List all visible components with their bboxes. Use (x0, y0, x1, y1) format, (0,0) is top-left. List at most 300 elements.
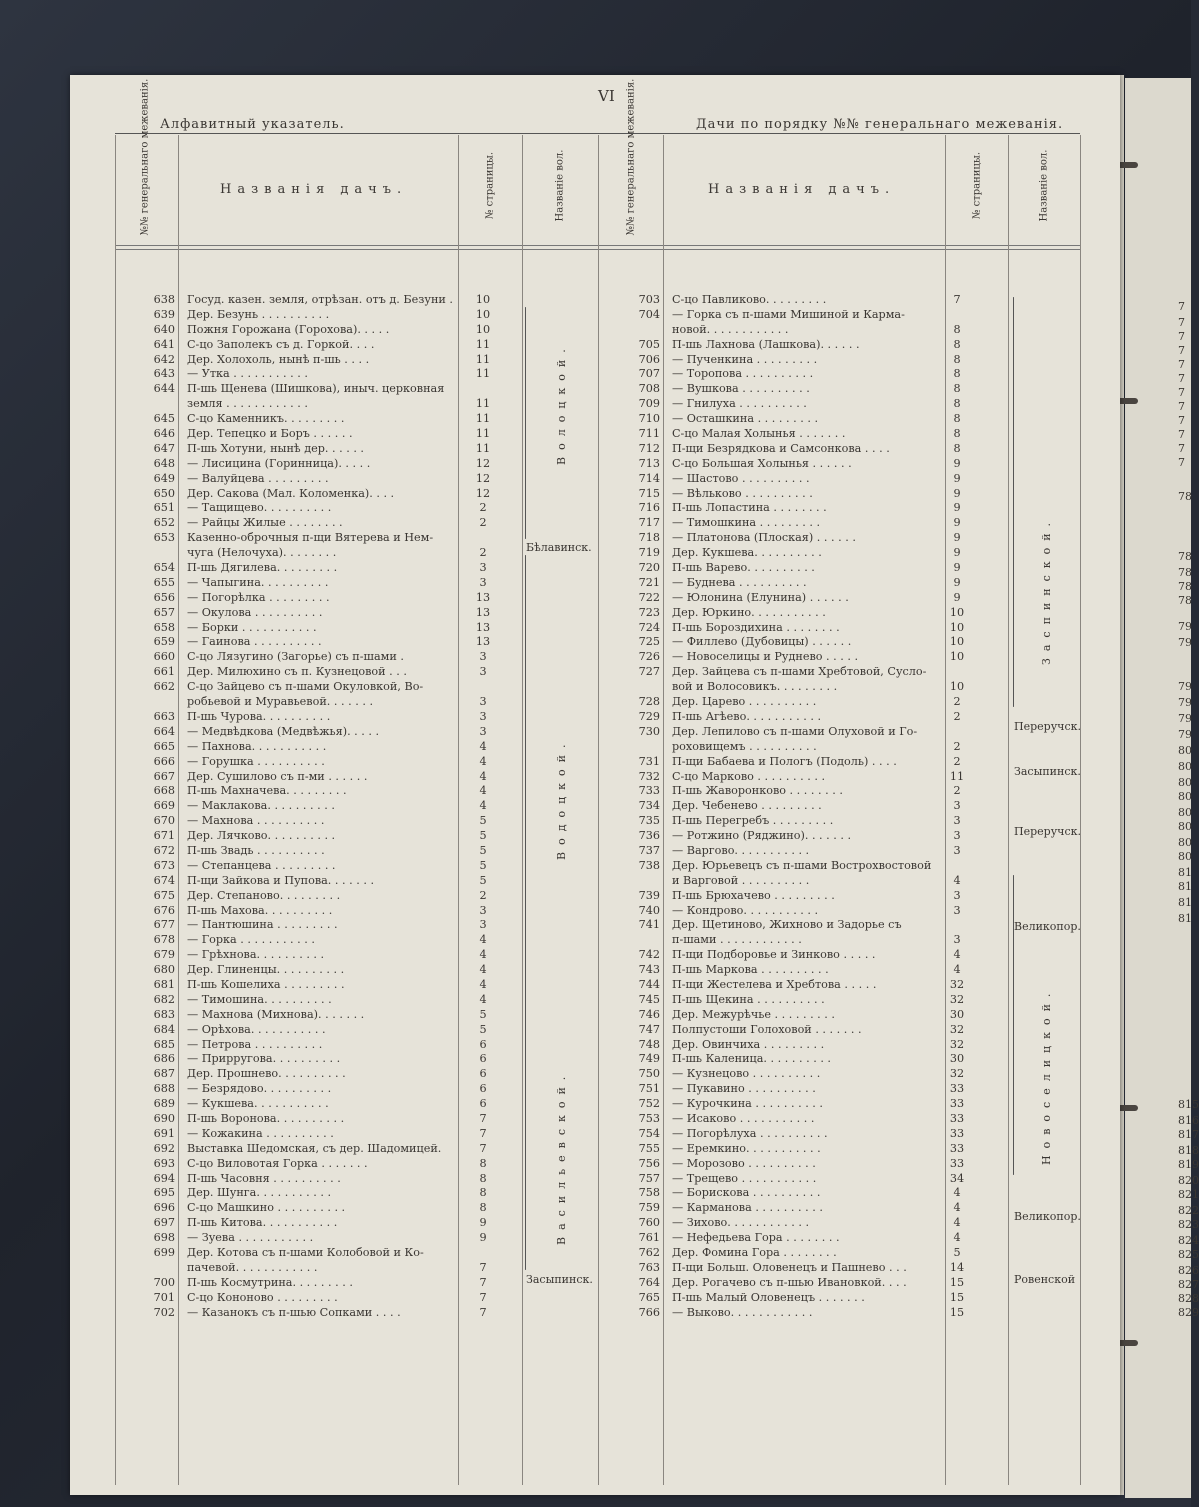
entry-row (610, 1246, 1080, 1261)
entry-row (115, 397, 595, 412)
entry-row (610, 740, 1080, 755)
entry-name: — Маклакова. . . . . . . . . . (187, 799, 335, 813)
entry-page: 7 (479, 1126, 487, 1140)
entry-page: 7 (479, 1290, 487, 1304)
volost-label: Засыпинск. (526, 1273, 593, 1286)
entry-name: — Еремкино. . . . . . . . . . . (672, 1141, 821, 1155)
entry-row (115, 874, 595, 889)
entry-number: 690 (153, 1111, 175, 1125)
entry-name: Дер. Милюхино съ п. Кузнецовой . . . (187, 665, 407, 679)
entry-row (610, 457, 1080, 472)
entry-name: П-щи Подборовье и Зинково . . . . . (672, 948, 876, 962)
entry-page: 8 (479, 1201, 487, 1215)
entry-number: 759 (638, 1201, 660, 1215)
entry-row (115, 993, 595, 1008)
entry-number: 699 (153, 1246, 175, 1259)
entry-row (610, 725, 1080, 740)
entry-row (610, 874, 1080, 889)
entry-number: 749 (638, 1052, 660, 1066)
entry-row (610, 889, 1080, 904)
entry-row (610, 382, 1080, 397)
entry-name: П-шь Космутрина. . . . . . . . . (187, 1275, 353, 1289)
entry-page: 33 (949, 1097, 965, 1111)
entry-number: 751 (638, 1082, 660, 1096)
next-page-number: 79 (1178, 712, 1192, 725)
entry-number: 673 (153, 858, 175, 872)
entry-number: 752 (638, 1097, 660, 1111)
entry-number: 648 (153, 456, 175, 470)
entry-name: С-цо Большая Холынья . . . . . . (672, 456, 852, 470)
next-page-number: 819 (1178, 1158, 1199, 1171)
entry-row (115, 1291, 595, 1306)
entry-name: — Пахнова. . . . . . . . . . . (187, 739, 327, 753)
entry-page: 4 (479, 784, 487, 798)
entry-row (115, 740, 595, 755)
entry-page: 33 (949, 1126, 965, 1140)
entry-page: 7 (479, 1305, 487, 1319)
volost-label: Ровенской (1014, 1273, 1076, 1286)
entry-row (610, 412, 1080, 427)
next-page-number: 815 (1178, 1098, 1199, 1111)
entry-number: 688 (153, 1082, 175, 1096)
entry-name: — Зуева . . . . . . . . . . . (187, 1231, 314, 1245)
entry-number: 745 (638, 992, 660, 1006)
entry-number: 707 (638, 367, 660, 381)
entry-number: 693 (153, 1156, 175, 1170)
entry-row (610, 650, 1080, 665)
next-page-number: 820 (1178, 1174, 1199, 1187)
entry-name: — Кузнецово . . . . . . . . . . (672, 1067, 821, 1081)
entry-page: 5 (479, 814, 487, 828)
next-page-number: 79 (1178, 620, 1192, 633)
entry-number: 640 (153, 322, 175, 336)
entry-row (115, 680, 595, 695)
entry-name: П-шь Хотуни, нынѣ дер. . . . . . (187, 441, 364, 455)
col-header-names-left: Названія дачъ. (220, 182, 408, 197)
entry-name: — Тимошкина . . . . . . . . . (672, 516, 821, 530)
entry-page: 2 (953, 739, 961, 753)
entry-page: 34 (949, 1171, 965, 1185)
entry-row (610, 695, 1080, 710)
entry-number: 746 (638, 1007, 660, 1021)
entry-name: П-шь Лопастина . . . . . . . . (672, 501, 827, 515)
entry-row (610, 353, 1080, 368)
entry-row (610, 308, 1080, 323)
entry-name: робьевой и Муравьевой. . . . . . . (187, 695, 374, 709)
entry-name: — Новоселицы и Руднево . . . . . (672, 650, 859, 664)
entry-number: 692 (153, 1141, 175, 1155)
next-page-number: 7 (1178, 344, 1185, 357)
entry-number: 665 (153, 739, 175, 753)
entry-number: 761 (638, 1231, 660, 1245)
entry-number: 734 (638, 799, 660, 813)
entry-row (610, 1201, 1080, 1216)
entry-page: 3 (479, 650, 487, 664)
next-page-number: 80 (1178, 820, 1192, 833)
entry-page: 4 (479, 754, 487, 768)
entry-row (610, 338, 1080, 353)
entry-row (610, 799, 1080, 814)
entry-row (115, 725, 595, 740)
entry-row (610, 1157, 1080, 1172)
next-page-number: 80 (1178, 850, 1192, 863)
entry-row (115, 799, 595, 814)
entry-number: 722 (638, 590, 660, 604)
entry-page: 11 (949, 769, 965, 783)
entry-name: — Зихово. . . . . . . . . . . . (672, 1216, 810, 1230)
next-page-number: 79 (1178, 696, 1192, 709)
entry-name: — Пукавино . . . . . . . . . . (672, 1082, 816, 1096)
entry-page: 5 (479, 873, 487, 887)
entry-page: 4 (953, 1186, 961, 1200)
entry-row (115, 814, 595, 829)
entry-number: 679 (153, 948, 175, 962)
entry-number: 685 (153, 1037, 175, 1051)
entry-row (115, 367, 595, 382)
entry-row (610, 442, 1080, 457)
entry-name: П-шь Жаворонково . . . . . . . . (672, 784, 843, 798)
entry-name: — Нефедьева Гора . . . . . . . . (672, 1231, 840, 1245)
entry-row (115, 844, 595, 859)
entry-row (610, 1261, 1080, 1276)
next-page-number: 78 (1178, 566, 1192, 579)
brace-line (525, 307, 526, 539)
next-page-number: 823 (1178, 1218, 1199, 1231)
entry-name: — Чапыгина. . . . . . . . . . (187, 575, 329, 589)
entry-number: 765 (638, 1290, 660, 1304)
entry-number: 743 (638, 963, 660, 977)
entry-number: 709 (638, 397, 660, 411)
entry-page: 32 (949, 1067, 965, 1081)
next-page-number: 7 (1178, 414, 1185, 427)
entry-name: С-цо Кононово . . . . . . . . . (187, 1290, 338, 1304)
entry-page: 4 (953, 948, 961, 962)
entry-page: 10 (949, 605, 965, 619)
page-number: VI (598, 87, 615, 105)
entry-name: вой и Волосовикъ. . . . . . . . . (672, 680, 838, 694)
entry-page: 4 (479, 963, 487, 977)
entry-number: 715 (638, 486, 660, 500)
entry-row (610, 844, 1080, 859)
entry-page: 14 (949, 1260, 965, 1274)
entry-row (610, 755, 1080, 770)
entry-number: 760 (638, 1216, 660, 1230)
entry-row (115, 293, 595, 308)
entry-name: П-шь Воронова. . . . . . . . . . (187, 1111, 345, 1125)
entry-row (115, 650, 595, 665)
entry-name: — Курочкина . . . . . . . . . . (672, 1097, 823, 1111)
entry-name: Дер. Степаново. . . . . . . . . (187, 888, 341, 902)
entry-row (115, 1023, 595, 1038)
entry-page: 33 (949, 1141, 965, 1155)
entry-name: С-цо Малая Холынья . . . . . . . (672, 427, 846, 441)
volost-label: Великопор. (1014, 1210, 1081, 1223)
entry-row (610, 487, 1080, 502)
entry-row (115, 1112, 595, 1127)
entry-page: 3 (953, 903, 961, 917)
entry-row (610, 1186, 1080, 1201)
entry-page: 4 (479, 933, 487, 947)
entry-name: — Шастово . . . . . . . . . . (672, 471, 810, 485)
entry-name: Дер. Царево . . . . . . . . . . (672, 695, 817, 709)
entry-row (115, 561, 595, 576)
entry-name: — Утка . . . . . . . . . . . (187, 367, 308, 381)
entry-row (610, 546, 1080, 561)
document-page (70, 75, 1120, 1495)
entry-name: Госуд. казен. земля, отрѣзан. отъ д. Безуни . (187, 293, 453, 306)
entry-number: 716 (638, 501, 660, 515)
entry-page: 5 (479, 1022, 487, 1036)
entry-row (610, 1172, 1080, 1187)
entry-row (115, 1097, 595, 1112)
entry-number: 670 (153, 814, 175, 828)
entry-number: 747 (638, 1022, 660, 1036)
entry-row (610, 948, 1080, 963)
entry-row (115, 1172, 595, 1187)
entry-name: — Казанокъ съ п-шью Сопками . . . . (187, 1305, 401, 1319)
entry-row (115, 621, 595, 636)
entry-page: 4 (479, 739, 487, 753)
entry-name: П-шь Перегребъ . . . . . . . . . (672, 814, 834, 828)
entry-page: 7 (953, 293, 961, 306)
entry-name: Дер. Межурѣчье . . . . . . . . . (672, 1007, 835, 1021)
entry-row (610, 1291, 1080, 1306)
entry-row (610, 1127, 1080, 1142)
next-page-number: 822 (1178, 1204, 1199, 1217)
entry-number: 729 (638, 709, 660, 723)
entry-page: 10 (949, 650, 965, 664)
entry-number: 710 (638, 412, 660, 426)
entry-page: 9 (953, 471, 961, 485)
entry-name: — Тащищево. . . . . . . . . . (187, 501, 332, 515)
entry-name: — Морозово . . . . . . . . . . (672, 1156, 816, 1170)
volost-label: Переручск. (1014, 825, 1081, 838)
entry-row (610, 814, 1080, 829)
entry-row (610, 397, 1080, 412)
entry-name: Выставка Шедомская, съ дер. Шадомицей. (187, 1141, 442, 1155)
entry-number: 668 (153, 784, 175, 798)
entry-row (610, 1142, 1080, 1157)
next-page-number: 7 (1178, 330, 1185, 343)
entry-page: 11 (475, 352, 491, 366)
entry-page: 9 (479, 1216, 487, 1230)
next-page-number: 81 (1178, 896, 1192, 909)
entry-number: 764 (638, 1275, 660, 1289)
entry-page: 10 (475, 307, 491, 321)
entry-page: 11 (475, 367, 491, 381)
entry-row (115, 755, 595, 770)
entry-page: 8 (479, 1171, 487, 1185)
entry-row (610, 904, 1080, 919)
entry-name: — Лисицина (Горинница). . . . . (187, 456, 371, 470)
entry-name: П-щи Безрядкова и Самсонкова . . . . (672, 441, 890, 455)
entry-page: 12 (475, 456, 491, 470)
entry-row (115, 889, 595, 904)
entry-name: П-шь Китова. . . . . . . . . . . (187, 1216, 338, 1230)
entry-name: и Варговой . . . . . . . . . . (672, 873, 810, 887)
entry-row (115, 770, 595, 785)
entry-row (115, 1142, 595, 1157)
entry-row (115, 516, 595, 531)
entry-name: — Варгово. . . . . . . . . . . (672, 843, 810, 857)
entry-page: 3 (953, 933, 961, 947)
next-page-number: 79 (1178, 728, 1192, 741)
entry-row (610, 561, 1080, 576)
entry-page: 9 (953, 501, 961, 515)
entry-name: Дер. Безунь . . . . . . . . . . (187, 307, 330, 321)
entry-name: Дер. Юркино. . . . . . . . . . . (672, 605, 826, 619)
entry-page: 11 (475, 337, 491, 351)
entry-number: 689 (153, 1097, 175, 1111)
entry-page: 3 (953, 888, 961, 902)
entry-name: П-шь Лахнова (Лашкова). . . . . . (672, 337, 860, 351)
entry-number: 757 (638, 1171, 660, 1185)
entry-number: 700 (153, 1275, 175, 1289)
entry-row (115, 1157, 595, 1172)
next-page-number: 7 (1178, 386, 1185, 399)
entry-row (115, 1038, 595, 1053)
entry-name: П-шь Махначева. . . . . . . . . (187, 784, 347, 798)
entry-page: 8 (953, 337, 961, 351)
entry-page: 4 (479, 992, 487, 1006)
entry-number: 714 (638, 471, 660, 485)
entry-row (115, 1231, 595, 1246)
entry-page: 2 (953, 709, 961, 723)
entry-number: 654 (153, 561, 175, 575)
entry-row (610, 1052, 1080, 1067)
entry-number: 651 (153, 501, 175, 515)
entry-page: 6 (479, 1037, 487, 1051)
entry-row (610, 427, 1080, 442)
entry-name: П-шь Бороздихина . . . . . . . . (672, 620, 840, 634)
entry-row (115, 457, 595, 472)
col-header-volost-left: Названіе вол. (554, 149, 566, 222)
entry-page: 2 (953, 695, 961, 709)
entry-name: — Окулова . . . . . . . . . . (187, 605, 323, 619)
entry-page: 3 (953, 829, 961, 843)
entry-number: 638 (153, 293, 175, 306)
entry-row (610, 516, 1080, 531)
entry-page: 5 (479, 829, 487, 843)
entry-name: С-цо Каменникъ. . . . . . . . . (187, 412, 345, 426)
entry-page: 9 (479, 1231, 487, 1245)
next-page-number: 824 (1178, 1234, 1199, 1247)
entry-name: П-шь Маркова . . . . . . . . . . (672, 963, 829, 977)
next-page-number: 827 (1178, 1278, 1199, 1291)
entry-page: 9 (953, 561, 961, 575)
entry-page: 3 (479, 918, 487, 932)
entry-name: — Грѣхнова. . . . . . . . . . (187, 948, 325, 962)
entry-name: Дер. Холохоль, нынѣ п-шь . . . . (187, 352, 370, 366)
entry-number: 718 (638, 531, 660, 545)
next-page-number: 80 (1178, 806, 1192, 819)
entry-page: 4 (479, 977, 487, 991)
next-page-number: 7 (1178, 300, 1185, 313)
entry-row (115, 695, 595, 710)
entry-name: Дер. Сушилово съ п-ми . . . . . . (187, 769, 368, 783)
entry-page: 5 (479, 1007, 487, 1021)
entry-page: 9 (953, 590, 961, 604)
entry-page: 3 (953, 843, 961, 857)
entry-page: 13 (475, 635, 491, 649)
entry-name: — Филлево (Дубовицы) . . . . . . (672, 635, 852, 649)
volost-label: Васильевской. (555, 1069, 568, 1245)
header-rule (115, 133, 1080, 134)
entry-page: 9 (953, 486, 961, 500)
entry-page: 2 (479, 546, 487, 560)
col-header-names-right: Названія дачъ. (708, 182, 896, 197)
col-header-page-left: № страницы. (484, 151, 496, 220)
entry-page: 4 (953, 1201, 961, 1215)
entry-page: 7 (479, 1260, 487, 1274)
entry-row (115, 859, 595, 874)
entry-page: 9 (953, 546, 961, 560)
entry-name: П-шь Дягилева. . . . . . . . . (187, 561, 338, 575)
entry-page: 15 (949, 1290, 965, 1304)
entry-number: 687 (153, 1067, 175, 1081)
entry-row (610, 472, 1080, 487)
left-entries (115, 293, 595, 1320)
entry-name: Дер. Сакова (Мал. Коломенка). . . . (187, 486, 395, 500)
entry-page: 13 (475, 605, 491, 619)
entry-number: 762 (638, 1246, 660, 1259)
entry-number: 686 (153, 1052, 175, 1066)
entry-number: 753 (638, 1111, 660, 1125)
entry-number: 694 (153, 1171, 175, 1185)
entry-number: 672 (153, 843, 175, 857)
entry-page: 32 (949, 992, 965, 1006)
entry-row (610, 1276, 1080, 1291)
entry-name: — Кожакина . . . . . . . . . . (187, 1126, 334, 1140)
entry-row (610, 1038, 1080, 1053)
volost-label: Новоселицкой. (1040, 986, 1053, 1165)
entry-page: 8 (953, 322, 961, 336)
entry-name: Дер. Фомина Гора . . . . . . . . (672, 1246, 837, 1259)
entry-number: 708 (638, 382, 660, 396)
entry-page: 4 (953, 873, 961, 887)
entry-page: 13 (475, 620, 491, 634)
entry-number: 676 (153, 903, 175, 917)
entry-row (115, 1008, 595, 1023)
volost-label: Засыпинск. (1014, 765, 1081, 778)
entry-row (610, 784, 1080, 799)
entry-page: 9 (953, 516, 961, 530)
entry-page: 4 (479, 948, 487, 962)
entry-page: 4 (953, 963, 961, 977)
entry-row (610, 710, 1080, 725)
next-page-number: 80 (1178, 760, 1192, 773)
entry-name: П-щи Жестелева и Хребтова . . . . . (672, 977, 877, 991)
entry-name: — Ротжино (Ряджино). . . . . . . (672, 829, 852, 843)
entry-page: 3 (479, 903, 487, 917)
entry-page: 8 (953, 412, 961, 426)
entry-page: 2 (479, 501, 487, 515)
next-page-number: 7 (1178, 400, 1185, 413)
entry-name: — Махнова . . . . . . . . . . (187, 814, 325, 828)
next-page-number: 821 (1178, 1188, 1199, 1201)
entry-name: — Осташкина . . . . . . . . . (672, 412, 819, 426)
entry-row (610, 978, 1080, 993)
entry-page: 3 (479, 709, 487, 723)
entry-name: — Пученкина . . . . . . . . . (672, 352, 818, 366)
brace-line (1013, 297, 1014, 707)
entry-name: Дер. Прошнево. . . . . . . . . . (187, 1067, 346, 1081)
next-page-number: 80 (1178, 744, 1192, 757)
entry-number: 704 (638, 307, 660, 321)
next-page-number: 7 (1178, 442, 1185, 455)
entry-number: 713 (638, 456, 660, 470)
entry-row (610, 829, 1080, 844)
